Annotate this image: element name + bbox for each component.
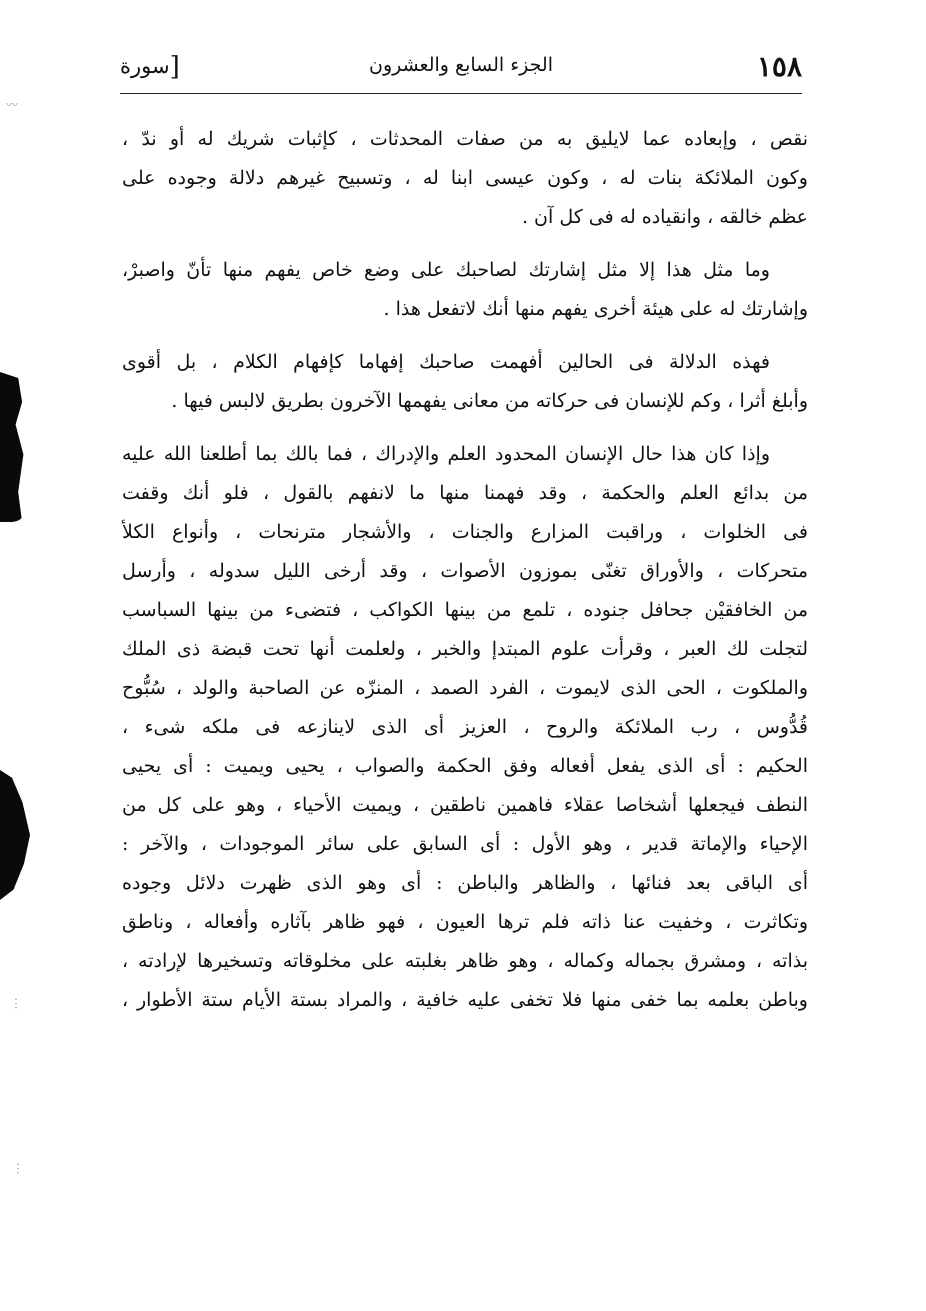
text-line: متحركات ، والأوراق تغنّى بموزون الأصوات ، وقد أرخى الليل سدوله ، وأرسل [122, 560, 808, 582]
running-title: الجزء السابع والعشرون [368, 54, 553, 76]
text-line: لتجلت لك العبر ، وقرأت علوم المبتدإ والخبر ، ولعلمت أنها تحت قبضة ذى الملك [122, 638, 808, 660]
text-line: عظم خالقه ، وانقياده له فى كل آن . [521, 206, 808, 228]
scan-edge-shadow [0, 770, 30, 900]
text-line: والملكوت ، الحى الذى لايموت ، الفرد الصمد ، المنزّه عن الصاحبة والولد ، سُبُّوح [122, 677, 808, 699]
margin-speck: 〰 [6, 98, 19, 112]
text-line: وكون الملائكة بنات له ، وكون عيسى ابنا له ، وتسبيح غيرهم دلالة وجوده على [122, 167, 808, 189]
text-line: قُدُّوس ، رب الملائكة والروح ، العزيز أى الذى لاينازعه فى ملكه شىء ، [122, 716, 808, 738]
text-line: الإحياء والإماتة قدير ، وهو الأول : أى السابق على سائر الموجودات ، والآخر : [122, 833, 808, 855]
text-line: فهذه الدلالة فى الحالين أفهمت صاحبك إفهاما كإفهام الكلام ، بل أقوى [122, 351, 770, 373]
text-line: من الخافقيْن جحافل جنوده ، تلمع من بينها الكواكب ، فتضىء من بينها السباسب [122, 599, 808, 621]
text-line: وباطن بعلمه بما خفى منها فلا تخفى عليه خافية ، والمراد بستة الأيام ستة الأطوار ، [122, 989, 808, 1011]
text-line: نقص ، وإبعاده عما لايليق به من صفات المحدثات ، كإثبات شريك له أو ندّ ، [122, 128, 808, 150]
text-line: وأبلغ أثرا ، وكم للإنسان فى حركاته من معانى يفهمها الآخرون بطريق لالبس فيها . [171, 390, 808, 412]
scan-edge-shadow [0, 372, 26, 522]
paragraph-1 [122, 120, 808, 237]
paragraph-3 [122, 343, 808, 421]
margin-speck: ︙ [12, 1162, 25, 1176]
paragraph-4 [122, 435, 808, 1020]
text-line: الحكيم : أى الذى يفعل أفعاله وفق الحكمة والصواب ، يحيى ويميت : أى يحيى [122, 755, 808, 777]
body-text [122, 120, 808, 1020]
text-line: بذاته ، ومشرق بجماله وكماله ، وهو ظاهر بغلبته على مخلوقاته وتسخيرها لإرادته ، [122, 950, 808, 972]
surah-label [120, 52, 180, 82]
margin-speck: ︙ [10, 997, 23, 1011]
text-line: من بدائع العلم والحكمة ، وقد فهمنا منها ما لانفهم بالقول ، فلو أنك وقفت [122, 482, 808, 504]
paragraph-2 [122, 251, 808, 329]
text-line: أى الباقى بعد فنائها ، والظاهر والباطن : أى وهو الذى ظهرت دلائل وجوده [122, 872, 808, 894]
text-line: وإشارتك له على هيئة أخرى يفهم منها أنك لاتفعل هذا . [383, 298, 808, 320]
text-line: وإذا كان هذا حال الإنسان المحدود العلم والإدراك ، فما بالك بما أطلعنا الله عليه [122, 443, 770, 465]
text-line: وتكاثرت ، وخفيت عنا ذاته فلم ترها العيون ، فهو ظاهر بآثاره وأفعاله ، وناطق [122, 911, 808, 933]
surah-bracket: [ [169, 52, 180, 82]
page-number: ١٥٨ [756, 50, 802, 83]
page-header [120, 40, 802, 88]
text-line: فى الخلوات ، وراقبت المزارع والجنات ، والأشجار مترنحات ، وأنواع الكلأ [122, 521, 808, 543]
surah-label-text: سورة [120, 54, 170, 78]
header-rule [120, 93, 802, 94]
text-line: وما مثل هذا إلا مثل إشارتك لصاحبك على وضع خاص يفهم منها تأنّ واصبرْ، [122, 259, 770, 281]
text-line: النطف فيجعلها أشخاصا عقلاء فاهمين ناطقين ، ويميت الأحياء ، وهو على كل من [122, 794, 808, 816]
